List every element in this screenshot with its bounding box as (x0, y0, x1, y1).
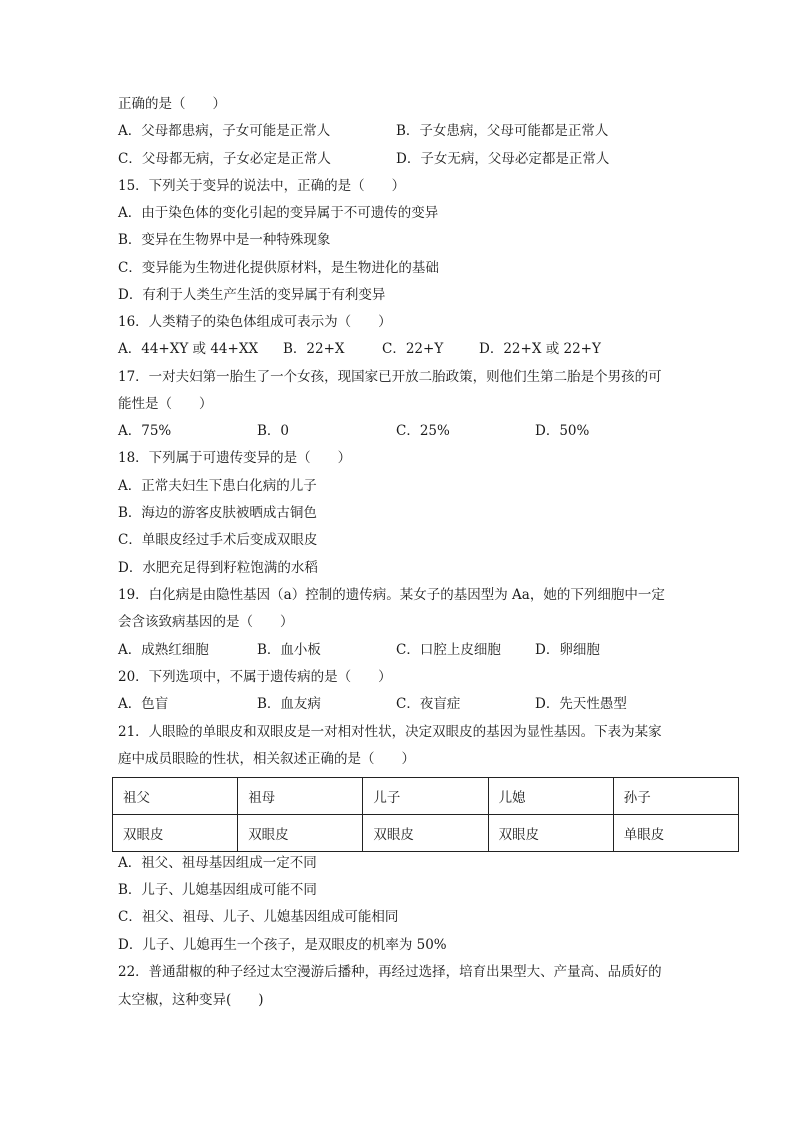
q15-option-d: D．有利于人类生产生活的变异属于有利变异 (118, 287, 386, 303)
q18-option-b: B．海边的游客皮肤被晒成古铜色 (118, 505, 317, 521)
q20-option-a: A．色盲 (118, 696, 169, 712)
q22-stem-line2: 太空椒，这种变异( ) (118, 992, 264, 1008)
table-cell: 祖父 (113, 778, 238, 815)
q22-stem-line1: 22．普通甜椒的种子经过太空漫游后播种，再经过选择，培育出果型大、产量高、品质好的 (118, 964, 662, 980)
q15-option-b: B．变异在生物界中是一种特殊现象 (118, 232, 331, 248)
q17-stem-line1: 17．一对夫妇第一胎生了一个女孩，现国家已开放二胎政策，则他们生第二胎是个男孩的可 (118, 369, 662, 385)
q19-option-b: B．血小板 (257, 642, 321, 658)
q18-option-d: D．水肥充足得到籽粒饱满的水稻 (118, 560, 318, 576)
q21-stem-line2: 庭中成员眼睑的性状，相关叙述正确的是（ ） (118, 751, 415, 767)
q15-option-a: A．由于染色体的变化引起的变异属于不可遗传的变异 (118, 205, 439, 221)
q16-stem: 16．人类精子的染色体组成可表示为（ ） (118, 314, 392, 330)
q14-option-a: A．父母都患病，子女可能是正常人 (118, 123, 331, 139)
q14-option-b: B．子女患病，父母可能都是正常人 (396, 123, 609, 139)
q20-stem: 20．下列选项中，不属于遗传病的是（ ） (118, 669, 392, 685)
q19-stem-line2: 会含该致病基因的是（ ） (118, 614, 294, 630)
table-cell: 双眼皮 (488, 815, 613, 852)
q16-option-a: A．44+XY 或 44+XX (118, 341, 259, 357)
q19-option-a: A．成熟红细胞 (118, 642, 209, 658)
q14-option-c: C．父母都无病，子女必定是正常人 (118, 151, 331, 167)
table-cell: 儿媳 (488, 778, 613, 815)
table-cell: 单眼皮 (613, 815, 738, 852)
q17-stem-line2: 能性是（ ） (118, 396, 213, 412)
q16-option-d: D．22+X 或 22+Y (479, 341, 601, 357)
q20-option-c: C．夜盲症 (396, 696, 461, 712)
q19-option-c: C．口腔上皮细胞 (396, 642, 501, 658)
q21-stem-line1: 21．人眼睑的单眼皮和双眼皮是一对相对性状，决定双眼皮的基因为显性基因。下表为某家 (118, 724, 662, 740)
q21-option-b: B．儿子、儿媳基因组成可能不同 (118, 882, 317, 898)
q17-option-c: C．25% (396, 423, 450, 439)
q15-option-c: C．变异能为生物进化提供原材料，是生物进化的基础 (118, 260, 439, 276)
q18-option-c: C．单眼皮经过手术后变成双眼皮 (118, 532, 318, 548)
q20-option-d: D．先天性愚型 (535, 696, 627, 712)
q17-option-a: A．75% (118, 423, 172, 439)
q20-option-b: B．血友病 (257, 696, 321, 712)
q17-option-b: B．0 (257, 423, 290, 439)
table-cell: 双眼皮 (363, 815, 488, 852)
q15-stem: 15．下列关于变异的说法中，正确的是（ ） (118, 178, 406, 194)
q14-stem-tail: 正确的是（ ） (118, 96, 226, 112)
q18-stem: 18．下列属于可遗传变异的是（ ） (118, 450, 352, 466)
q16-option-c: C．22+Y (382, 341, 444, 357)
q21-option-d: D．儿子、儿媳再生一个孩子，是双眼皮的机率为 50% (118, 937, 447, 953)
q17-option-d: D．50% (535, 423, 590, 439)
table-header-row (113, 778, 739, 815)
table-cell: 孙子 (613, 778, 738, 815)
q21-option-c: C．祖父、祖母、儿子、儿媳基因组成可能相同 (118, 909, 399, 925)
table-cell: 双眼皮 (238, 815, 363, 852)
q19-option-d: D．卵细胞 (535, 642, 600, 658)
table-cell: 双眼皮 (113, 815, 238, 852)
table-cell: 儿子 (363, 778, 488, 815)
q19-stem-line1: 19．白化病是由隐性基因（a）控制的遗传病。某女子的基因型为 Aa，她的下列细胞中一定 (118, 587, 665, 603)
family-trait-table (112, 777, 739, 852)
q18-option-a: A．正常夫妇生下患白化病的儿子 (118, 478, 317, 494)
table-cell: 祖母 (238, 778, 363, 815)
q16-option-b: B．22+X (283, 341, 345, 357)
q21-option-a: A．祖父、祖母基因组成一定不同 (118, 855, 317, 871)
table-row (113, 815, 739, 852)
q14-option-d: D．子女无病，父母必定都是正常人 (396, 151, 610, 167)
